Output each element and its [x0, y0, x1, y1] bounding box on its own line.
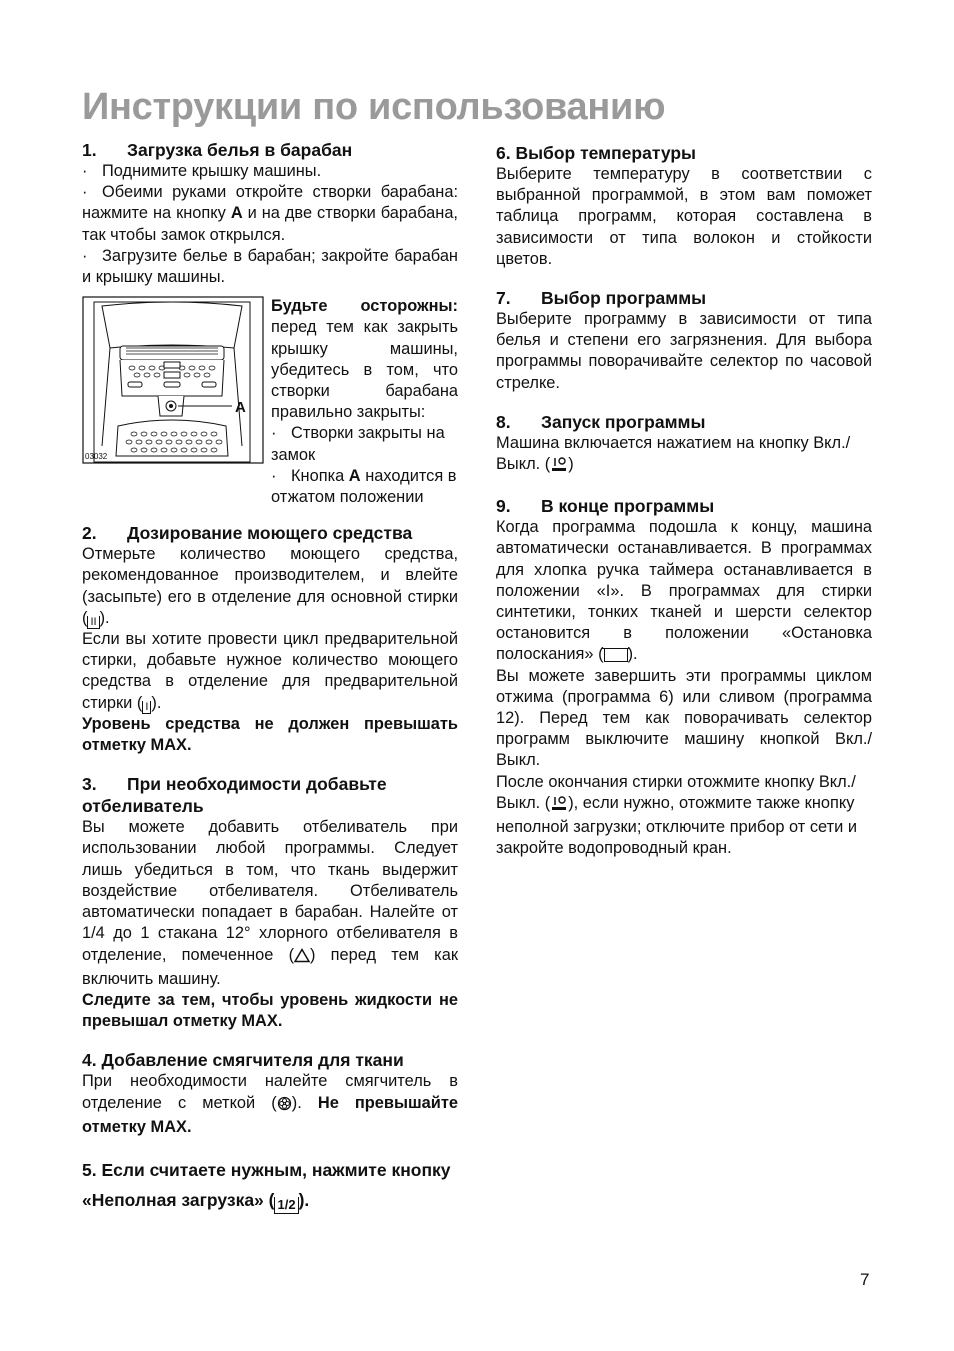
- main-wash-compartment-icon: II: [87, 616, 99, 629]
- power-switch-icon: [550, 456, 568, 478]
- section-heading: 1. Загрузка белья в барабан: [82, 140, 353, 160]
- paragraph: Если вы хотите провести цикл предварительной стирки, добавьте нужное количество моющего средства в отделение для предварительной стирки ( I ).: [82, 630, 458, 713]
- section-detergent: [82, 522, 458, 756]
- section-heading: 5. Если считаете нужным, нажмите кнопку «Неполная загрузка» ( 1/2 ).: [82, 1159, 451, 1212]
- section-start: [496, 411, 872, 478]
- softener-flower-icon: [277, 1096, 292, 1117]
- paragraph: При необходимости налейте смягчитель в отделение с меткой ( ). Не превышайте отметку MAX.: [82, 1072, 458, 1136]
- figure-code: 03032: [85, 452, 108, 462]
- caution-note: Будьте осторожны: перед тем как закрыть крышку машины, убедитесь в том, что створки барабана правильно закрыты: · Створки закрыты на замок · Кнопка A находится в отжатом положении: [271, 297, 458, 507]
- list-item: · Обеими руками откройте створки барабана: нажмите на кнопку A и на две створки барабана, так чтобы замок открылся.: [82, 183, 458, 244]
- list-item: · Поднимите крышку машины.: [82, 162, 322, 180]
- paragraph: Вы можете добавить отбеливатель при использовании любой программы. Следует лишь убедиться в том, что ткань выдержит воздействие отбеливателя. Отбеливатель автоматически попадает в барабан. Налейте от 1/4 до 1 стакана 12° хлорного отбеливателя в отделение, помеченное ( ) перед тем как включить машину.: [82, 818, 458, 988]
- section-program: [496, 287, 872, 394]
- page-title: Инструкции по использованию: [82, 86, 666, 128]
- section-heading: 3. При необходимости добавьте отбеливатель: [82, 774, 387, 817]
- figure-label-a: A: [235, 399, 246, 417]
- section-bleach: [82, 773, 458, 1032]
- paragraph: Выберите программу в зависимости от типа белья и степени его загрязнения. Для выбора программы поворачивайте селектор по часовой стрелке.: [496, 310, 872, 392]
- left-column: [82, 139, 458, 1215]
- section-heading: 7. Выбор программы: [496, 288, 707, 309]
- paragraph: Выберите температуру в соответствии с выбранной программой, в этом вам поможет таблица программ, которая составлена в зависимости от типа волокон и стойкости цветов.: [496, 165, 872, 268]
- section-heading: 2. Дозирование моющего средства: [82, 523, 413, 544]
- half-load-icon: 1/2: [274, 1197, 298, 1214]
- warning-text: Следите за тем, чтобы уровень жидкости не превышал отметку MAX.: [82, 990, 458, 1031]
- prewash-compartment-icon: I: [142, 701, 151, 714]
- section-softener: [82, 1049, 458, 1138]
- page-number: 7: [860, 1270, 870, 1289]
- section-end: [496, 495, 872, 859]
- right-column: [496, 142, 872, 859]
- power-switch-icon: [550, 795, 568, 817]
- section-temperature: [496, 142, 872, 270]
- rinse-hold-icon: [604, 648, 628, 662]
- list-item: · Загрузите белье в барабан; закройте барабан и крышку машины.: [82, 246, 458, 287]
- bleach-triangle-icon: [294, 948, 310, 969]
- section-heading: 8. Запуск программы: [496, 411, 706, 432]
- paragraph: Вы можете завершить эти программы циклом отжима (программа 6) или сливом (программа 12). Перед тем как поворачивать селектор программ выключите машину кнопкой Вкл./ Выкл.: [496, 666, 872, 770]
- paragraph: Отмерьте количество моющего средства, рекомендованное производителем, и влейте (засыпьте) его в отделение для основной стирки ( II ).: [82, 545, 458, 628]
- section-heading: 6. Выбор температуры: [496, 143, 696, 163]
- paragraph: Когда программа подошла к концу, машина автоматически останавливается. В программах для хлопка ручка таймера останавливается в положении «I». В программах для стирки синтетики, тонких тканей и шерсти селектор остановится в положении «Остановка полоскания» ( ).: [496, 518, 872, 664]
- figure-row: [82, 296, 458, 508]
- drum-loading-illustration: [82, 296, 264, 464]
- section-loading: [82, 139, 458, 508]
- section-heading: 4. Добавление смягчителя для ткани: [82, 1050, 404, 1071]
- section-half-load: [82, 1155, 458, 1215]
- warning-text: Уровень средства не должен превышать отметку MAX.: [82, 714, 458, 755]
- paragraph: Машина включается нажатием на кнопку Вкл./ Выкл. ( ): [496, 433, 872, 478]
- section-heading: 9. В конце программы: [496, 496, 715, 517]
- paragraph: После окончания стирки отожмите кнопку Вкл./ Выкл. ( ), если нужно, отожмите также кнопку неполной загрузки; отключите прибор от сети и закройте водопроводный кран.: [496, 772, 858, 858]
